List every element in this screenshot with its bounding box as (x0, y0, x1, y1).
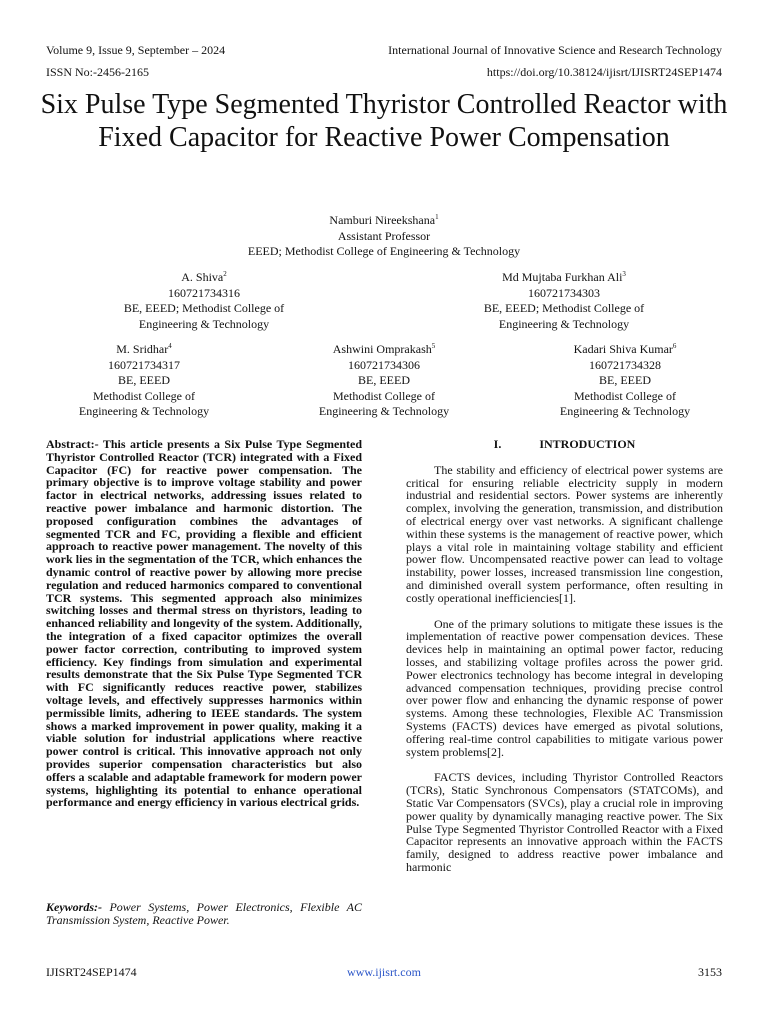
author-affiliation: Engineering & Technology (498, 316, 630, 331)
author-degree: BE, EEED (358, 373, 410, 387)
intro-paragraph-1: The stability and efficiency of electrical power systems are critical for ensuring reliable electricity supply in modern industrial and residential sectors. Power systems are inherently complex, involving the generation, transmission, and distribution of electrical energy over vast networks. A significant challenge within these systems is the management of reactive power, which plays a vital role in maintaining voltage stability and efficient power flow. Uncompensated reactive power can lead to voltage instability, power losses, increased transmission line congestion, and diminished overall system performance, often resulting in costly operational inefficiencies[1]. (406, 462, 723, 605)
author-name: A. Shiva (181, 270, 224, 284)
author-block-2 (64, 270, 344, 332)
page-number: 3153 (698, 965, 722, 979)
author-affiliation: EEED; Methodist College of Engineering & Technology (247, 244, 521, 258)
issn: ISSN No:-2456-2165 (46, 65, 150, 79)
author-sup: 5 (431, 342, 436, 350)
author-affiliation: Methodist College of (333, 388, 435, 403)
author-sup: 1 (435, 213, 439, 221)
footer-website-link[interactable]: www.ijisrt.com (347, 965, 421, 979)
keywords (46, 901, 362, 927)
author-block-6 (525, 342, 725, 420)
author-block-4 (44, 342, 244, 420)
author-name: Ashwini Omprakash (332, 342, 432, 356)
paper-title: Six Pulse Type Segmented Thyristor Controlled Reactor with Fixed Capacitor for Reactive Power Compensation (40, 89, 728, 153)
author-id: 160721734316 (168, 285, 240, 300)
author-affiliation: Engineering & Technology (318, 404, 450, 418)
intro-paragraph-2: One of the primary solutions to mitigate these issues is the implementation of reactive power compensation devices. These devices help in maintaining an optimal power factor, reducing losses, and stabilizing voltage profiles across the power grid. Power electronics technology has become integral in developing advanced compensation techniques, providing precise control over power flow and enhancing the dynamic response of power systems. Among these technologies, Flexible AC Transmission Systems (FACTS) devices have emerged as pivotal solutions, offering real-time control capabilities to mitigate various power system problems[2]. (406, 616, 723, 759)
intro-paragraph-3: FACTS devices, including Thyristor Controlled Reactors (TCRs), Static Synchronous Compensators (STATCOMs), and Static Var Compensators (SVCs), play a crucial role in improving power quality by dynamically managing reactive power. The Six Pulse Type Segmented Thyristor Controlled Reactor with a Fixed Capacitor represents an innovative approach within the FACTS family, designed to address reactive power imbalance and harmonic (406, 770, 723, 874)
author-affiliation: BE, EEED; Methodist College of (483, 301, 645, 315)
section-number: I. (493, 437, 502, 451)
author-name: Namburi Nireekshana (329, 213, 436, 227)
author-sup: 6 (672, 342, 677, 350)
author-id: 160721734317 (108, 357, 180, 372)
author-affiliation: Engineering & Technology (78, 404, 210, 418)
author-name: Kadari Shiva Kumar (573, 342, 673, 356)
section-title: INTRODUCTION (539, 437, 636, 451)
abstract: Abstract:- This article presents a Six Pulse Type Segmented Thyristor Controlled Reactor (TCR) integrated with a Fixed Capacitor (FC) for reactive power compensation. The primary objective is to improve voltage stability and power factor in electrical networks, addressing issues related to reactive power imbalance and harmonic distortion. The proposed configuration combines the advantages of segmented TCR and FC, providing a flexible and efficient approach to reactive power management. The novelty of this work lies in the segmentation of the TCR, which enhances the dynamic control of reactive power by allowing more precise regulation and reduced harmonics compared to conventional TCR systems. This segmented approach also minimizes switching losses and thermal stress on thyristors, leading to enhanced reliability and longevity of the system. Additionally, the integration of a fixed capacitor optimizes the overall power factor correction, contributing to improved system efficiency. Key findings from simulation and experimental results demonstrate that the Six Pulse Type Segmented TCR with FC significantly reduces reactive power, stabilizes voltage levels, and effectively suppresses harmonics within permissible limits, adhering to IEEE standards. The system shows a marked improvement in power quality, making it a viable solution for industrial applications where reactive power control is critical. This innovative approach not only provides superior compensation characteristics but also offers a scalable and adaptable framework for modern power systems, highlighting its potential to enhance operational performance and energy efficiency in various electrical grids. (46, 437, 362, 810)
author-block-3 (424, 270, 704, 332)
author-affiliation: BE, EEED; Methodist College of (123, 301, 285, 315)
author-id: 160721734328 (589, 357, 661, 372)
author-name: Md Mujtaba Furkhan Ali (502, 270, 623, 284)
volume-info: Volume 9, Issue 9, September – 2024 (46, 43, 226, 57)
section-heading (406, 438, 723, 451)
author-affiliation: Engineering & Technology (559, 404, 691, 418)
author-sup: 4 (168, 342, 172, 350)
author-degree: BE, EEED (118, 373, 170, 387)
author-sup: 2 (223, 270, 227, 278)
journal-name: International Journal of Innovative Science and Research Technology (388, 43, 722, 57)
author-affiliation: Engineering & Technology (138, 316, 270, 331)
author-affiliation: Methodist College of (574, 388, 676, 403)
doi-link[interactable]: https://doi.org/10.38124/ijisrt/IJISRT24SEP1474 (486, 65, 722, 79)
author-id: 160721734306 (348, 357, 420, 372)
author-block-5 (284, 342, 484, 420)
author-sup: 3 (622, 270, 626, 278)
introduction-section (406, 438, 723, 887)
footer-paper-id: IJISRT24SEP1474 (46, 965, 137, 979)
author-id: 160721734303 (528, 285, 600, 300)
author-name: M. Sridhar (116, 342, 169, 356)
keywords-text: Power Systems, Power Electronics, Flexible AC Transmission System, Reactive Power. (46, 900, 362, 927)
keywords-label: Keywords:- (46, 900, 102, 914)
author-affiliation: Methodist College of (93, 388, 195, 403)
author-degree: BE, EEED (599, 373, 651, 387)
author-block-1 (184, 213, 584, 260)
author-role: Assistant Professor (337, 228, 431, 243)
